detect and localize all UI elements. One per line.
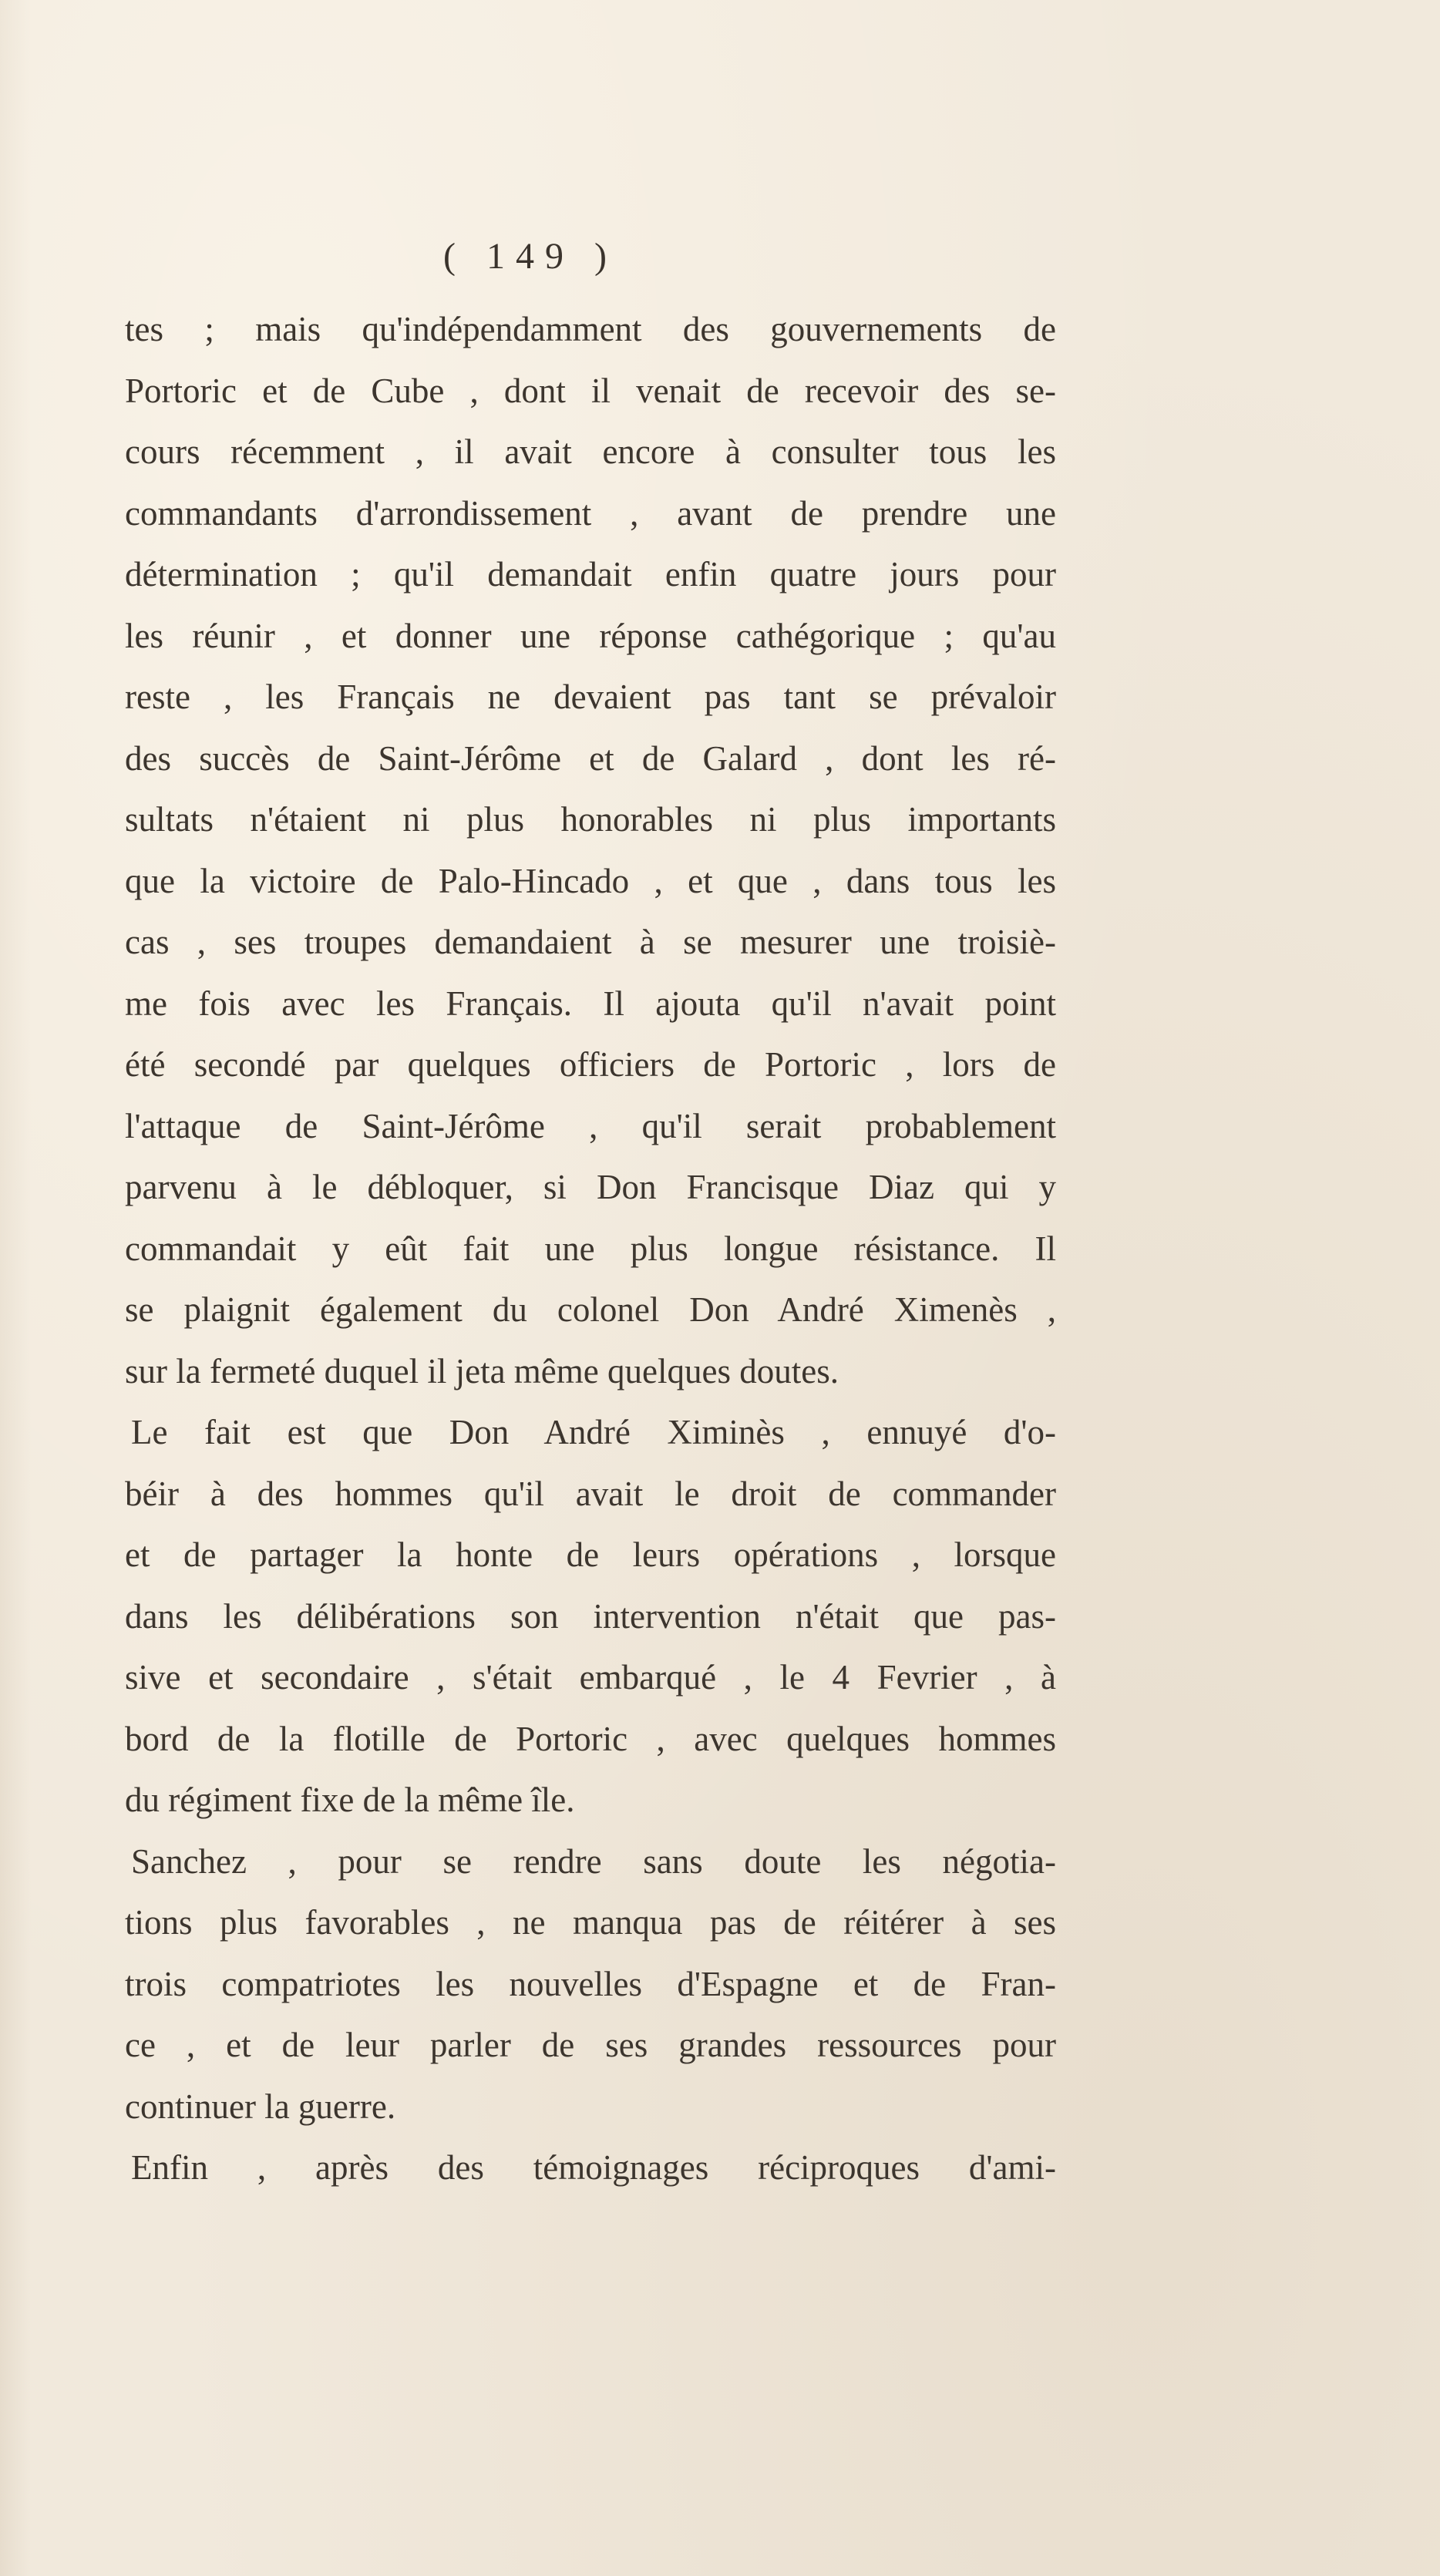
text-line: commandait y eût fait une plus longue résistance. Il: [125, 1229, 1056, 1268]
text-line: commandants d'arrondissement , avant de prendre une: [125, 493, 1056, 533]
text-line: reste , les Français ne devaient pas tant se prévaloir: [125, 678, 1056, 716]
text-line: détermination ; qu'il demandait enfin quatre jours pour: [125, 555, 1056, 594]
text-line: Portoric et de Cube , dont il venait de recevoir des se-: [125, 371, 1056, 410]
text-line: cas , ses troupes demandaient à se mesurer une troisiè-: [125, 923, 1056, 961]
text-line: sive et secondaire , s'était embarqué , le 4 Fevrier , à: [125, 1658, 1056, 1697]
body-text: [125, 299, 1056, 2199]
text-line: me fois avec les Français. Il ajouta qu'il n'avait point: [125, 984, 1056, 1023]
text-line: les réunir , et donner une réponse cathégorique ; qu'au: [125, 616, 1056, 655]
text-line: que la victoire de Palo-Hincado , et que , dans tous les: [125, 861, 1056, 900]
text-line: et de partager la honte de leurs opérations , lorsque: [125, 1535, 1056, 1574]
text-line: tes ; mais qu'indépendamment des gouvernements de: [125, 310, 1056, 348]
text-line: sur la fermeté duquel il jeta même quelques doutes.: [125, 1351, 839, 1391]
text-line: Enfin , après des témoignages réciproques d'ami-: [131, 2148, 1056, 2187]
text-line: ce , et de leur parler de ses grandes ressources pour: [125, 2026, 1056, 2064]
text-line: sultats n'étaient ni plus honorables ni plus importants: [125, 800, 1056, 839]
text-line: se plaignit également du colonel Don André Ximenès ,: [125, 1290, 1056, 1329]
text-line: Sanchez , pour se rendre sans doute les négotia-: [131, 1841, 1056, 1881]
text-line: dans les délibérations son intervention n'était que pas-: [125, 1596, 1056, 1636]
text-line: béir à des hommes qu'il avait le droit de commander: [125, 1474, 1056, 1513]
text-line: du régiment fixe de la même île.: [125, 1781, 575, 1819]
text-line: parvenu à le débloquer, si Don Francisque Diaz qui y: [125, 1168, 1056, 1206]
text-line: tions plus favorables , ne manqua pas de réitérer à ses: [125, 1903, 1056, 1942]
show-through-bleed: [1209, 293, 1440, 2066]
text-line: Le fait est que Don André Ximinès , ennuyé d'o-: [131, 1413, 1056, 1451]
text-line: cours récemment , il avait encore à consulter tous les: [125, 432, 1056, 471]
text-line: l'attaque de Saint-Jérôme , qu'il serait probablement: [125, 1106, 1056, 1145]
page-number: ( 149 ): [443, 236, 617, 277]
text-line: trois compatriotes les nouvelles d'Espagne et de Fran-: [125, 1964, 1056, 2003]
text-line: été secondé par quelques officiers de Portoric , lors de: [125, 1045, 1056, 1084]
text-line: bord de la flotille de Portoric , avec quelques hommes: [125, 1719, 1056, 1758]
text-line: continuer la guerre.: [125, 2087, 396, 2126]
text-line: des succès de Saint-Jérôme et de Galard , dont les ré-: [125, 738, 1056, 778]
